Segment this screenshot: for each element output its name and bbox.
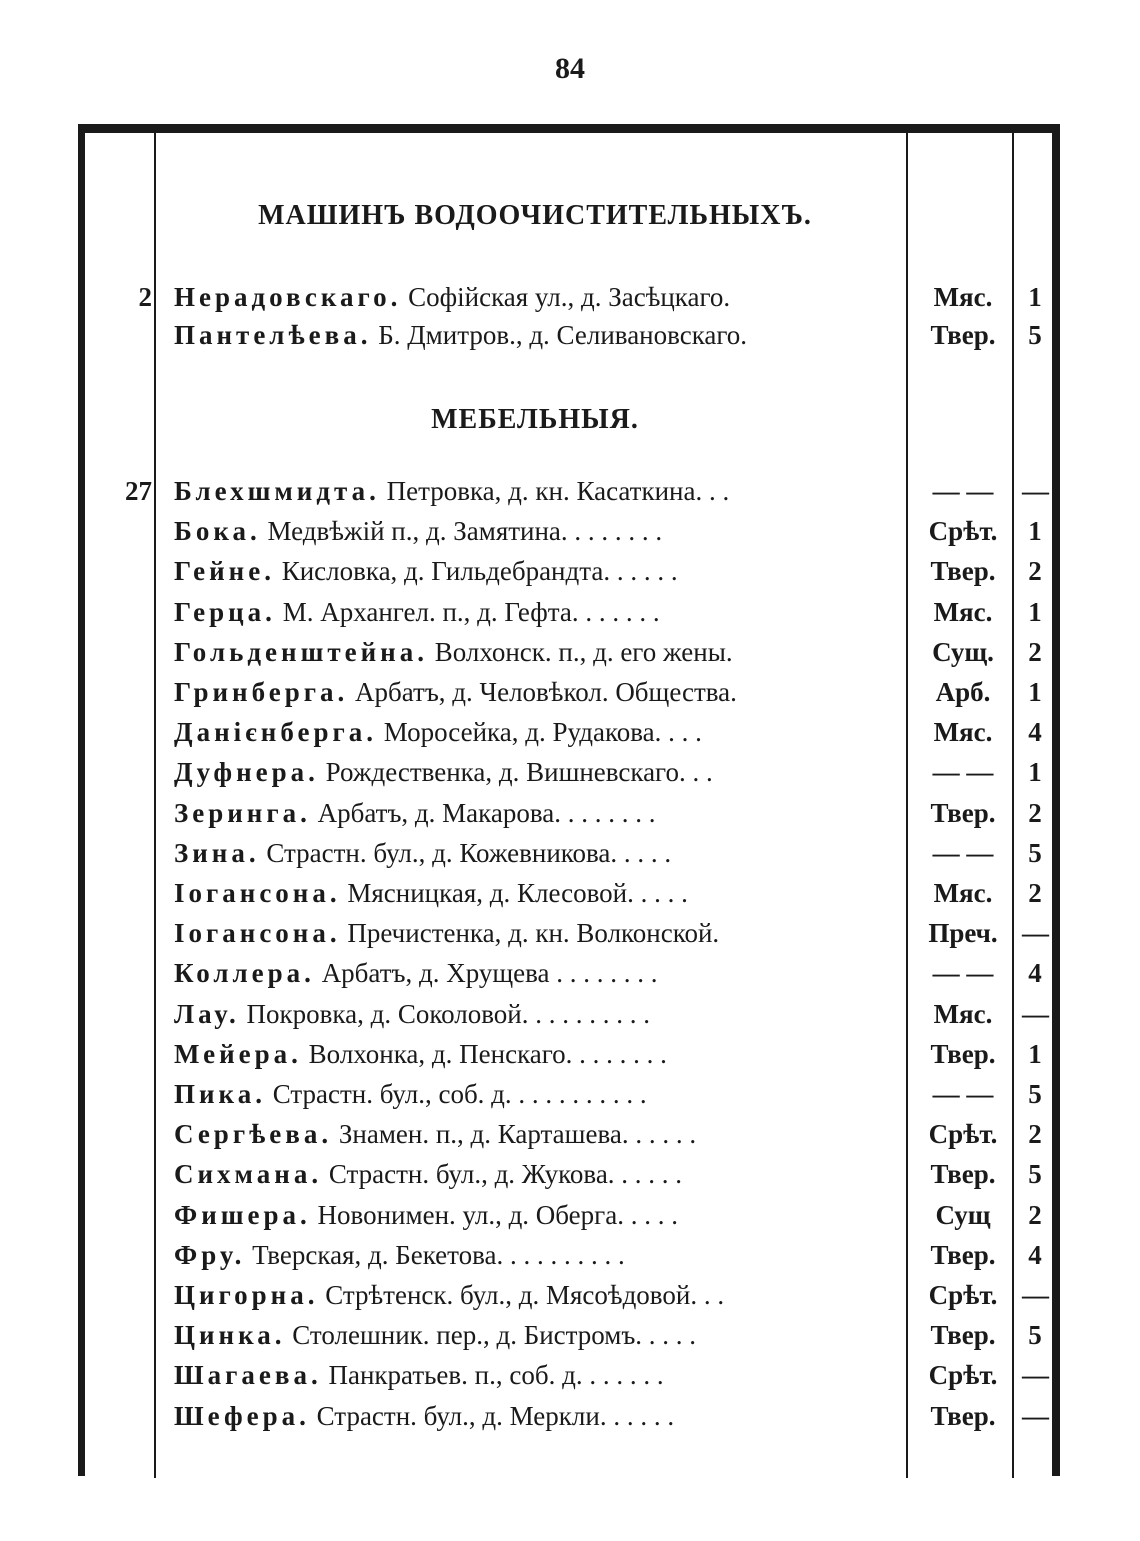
entry-text — [174, 717, 890, 748]
entry-name: Данієнберга. — [174, 717, 378, 747]
entry-address: Панкратьев. п., соб. д. . . . . . . — [328, 1360, 664, 1390]
table-row — [80, 476, 1050, 516]
entry-address: Страстн. бул., соб. д. . . . . . . . . . . — [272, 1079, 647, 1109]
table-row — [80, 677, 1050, 717]
entry-name: Іогансона. — [174, 918, 341, 948]
entry-quarter: 5 — [1028, 838, 1042, 868]
entry-name: Лау. — [174, 999, 240, 1029]
table-row — [80, 1240, 1050, 1280]
entry-district: Сущ — [935, 1200, 991, 1230]
table-row — [80, 597, 1050, 637]
entry-quarter: 5 — [1028, 1320, 1042, 1350]
entry-district: — — — [932, 476, 994, 506]
table-row — [80, 516, 1050, 556]
entry-name: Мейера. — [174, 1039, 302, 1069]
entry-quarter: 1 — [1028, 516, 1042, 546]
entry-district: Твер. — [930, 1320, 996, 1350]
entry-name: Цигорна. — [174, 1280, 319, 1310]
table-row — [80, 918, 1050, 958]
entry-address: Знамен. п., д. Карташева. . . . . . — [338, 1119, 697, 1149]
entry-quarter: 1 — [1028, 677, 1042, 707]
entry-district: Сущ. — [932, 637, 994, 667]
entry-address: Волхонка, д. Пенскаго. . . . . . . . — [308, 1039, 667, 1069]
entry-name: Зеринга. — [174, 798, 311, 828]
entry-address: Кисловка, д. Гильдебрандта. . . . . . — [281, 556, 678, 586]
entry-name: Нерадовскаго. — [174, 282, 402, 312]
entry-district: Срѣт. — [928, 1280, 998, 1310]
entry-district: Мяс. — [933, 999, 993, 1029]
entry-text — [174, 677, 890, 708]
entry-name: Бока. — [174, 516, 261, 546]
table-row — [80, 556, 1050, 596]
entry-name: Сихмана. — [174, 1159, 323, 1189]
entry-name: Коллера. — [174, 958, 315, 988]
entry-quarter: 1 — [1028, 757, 1042, 787]
entry-district: Твер. — [930, 1240, 996, 1270]
entry-name: Гринберга. — [174, 677, 349, 707]
page-number: 84 — [555, 52, 585, 85]
entry-text — [174, 282, 890, 313]
entry-quarter: 5 — [1028, 1159, 1042, 1189]
entry-quarter: 5 — [1028, 320, 1042, 350]
entry-quarter: 2 — [1028, 798, 1042, 828]
entry-text — [174, 757, 890, 788]
entry-district: Твер. — [930, 1039, 996, 1069]
table-row — [80, 1039, 1050, 1079]
entry-address: Пречистенка, д. кн. Волконской. — [347, 918, 720, 948]
entry-address: Мясницкая, д. Клесовой. . . . . — [347, 878, 688, 908]
table-row — [80, 1079, 1050, 1119]
entry-quarter: 5 — [1028, 1079, 1042, 1109]
entry-address: Софійская ул., д. Засѣцкаго. — [408, 282, 731, 312]
entry-quarter: 1 — [1028, 282, 1042, 312]
entry-address: М. Архангел. п., д. Гефта. . . . . . . — [282, 597, 660, 627]
entry-address: Страстн. бул., д. Меркли. . . . . . — [316, 1401, 675, 1431]
entry-quarter: — — [1022, 1401, 1049, 1431]
entry-name: Гейне. — [174, 556, 275, 586]
table-row — [80, 320, 1050, 360]
table-row — [80, 838, 1050, 878]
entry-name: Дуфнера. — [174, 757, 319, 787]
entry-district: — — — [932, 958, 994, 988]
table-right-rule — [1052, 124, 1060, 1476]
entry-district: Срѣт. — [928, 1360, 998, 1390]
entry-district: Арб. — [935, 677, 991, 707]
entry-name: Герца. — [174, 597, 276, 627]
entry-district: Твер. — [930, 556, 996, 586]
entry-quarter: 1 — [1028, 597, 1042, 627]
entry-name: Фишера. — [174, 1200, 311, 1230]
table-row — [80, 1320, 1050, 1360]
entry-text — [174, 1039, 890, 1070]
table-top-rule — [78, 124, 1060, 133]
section-count: 2 — [138, 282, 152, 312]
entry-district: Мяс. — [933, 878, 993, 908]
entry-quarter: 2 — [1028, 1119, 1042, 1149]
entry-address: Тверская, д. Бекетова. . . . . . . . . . — [252, 1240, 625, 1270]
entry-quarter: — — [1022, 476, 1049, 506]
table-row — [80, 1401, 1050, 1441]
table-row — [80, 1200, 1050, 1240]
entry-address: Арбатъ, д. Макарова. . . . . . . . — [317, 798, 656, 828]
entry-quarter: 4 — [1028, 1240, 1042, 1270]
entry-quarter: 2 — [1028, 878, 1042, 908]
table-row — [80, 717, 1050, 757]
entry-text — [174, 597, 890, 628]
entry-quarter: — — [1022, 999, 1049, 1029]
entry-district: Срѣт. — [928, 1119, 998, 1149]
entry-district: Срѣт. — [928, 516, 998, 546]
entry-district: Мяс. — [933, 282, 993, 312]
entry-name: Пика. — [174, 1079, 266, 1109]
table-row — [80, 757, 1050, 797]
entry-name: Пантелѣева. — [174, 320, 372, 350]
entry-address: Стрѣтенск. бул., д. Мясоѣдовой. . . — [325, 1280, 725, 1310]
entry-address: Медвѣжій п., д. Замятина. . . . . . . . — [267, 516, 663, 546]
entry-address: Петровка, д. кн. Касаткина. . . — [386, 476, 730, 506]
entry-address: Страстн. бул., д. Жукова. . . . . . — [328, 1159, 683, 1189]
table-row — [80, 798, 1050, 838]
entry-text — [174, 1280, 890, 1311]
entry-text — [174, 320, 890, 351]
entry-address: Страстн. бул., д. Кожевникова. . . . . — [266, 838, 672, 868]
entry-district: — — — [932, 1079, 994, 1109]
entry-district: Преч. — [928, 918, 998, 948]
entry-district: Мяс. — [933, 597, 993, 627]
section-heading: МЕБЕЛЬНЫЯ. — [431, 404, 639, 435]
entry-address: Арбатъ, д. Человѣкол. Общества. — [355, 677, 737, 707]
entry-name: Гольденштейна. — [174, 637, 428, 667]
section-heading: МАШИНЪ ВОДООЧИСТИТЕЛЬНЫХЪ. — [258, 200, 812, 231]
entry-district: — — — [932, 757, 994, 787]
entry-text — [174, 918, 890, 949]
entry-quarter: 2 — [1028, 1200, 1042, 1230]
entry-text — [174, 1119, 890, 1150]
table-row — [80, 282, 1050, 322]
section-count: 27 — [125, 476, 152, 506]
entry-address: Б. Дмитров., д. Селивановскаго. — [378, 320, 748, 350]
table-row — [80, 1159, 1050, 1199]
entry-quarter: 2 — [1028, 556, 1042, 586]
entry-text — [174, 516, 890, 547]
table-row — [80, 878, 1050, 918]
entry-text — [174, 637, 890, 668]
entry-address: Покровка, д. Соколовой. . . . . . . . . . — [246, 999, 650, 1029]
entry-address: Волхонск. п., д. его жены. — [434, 637, 733, 667]
entry-district: Твер. — [930, 1401, 996, 1431]
entry-district: Твер. — [930, 798, 996, 828]
entry-text — [174, 798, 890, 829]
entry-name: Шагаева. — [174, 1360, 322, 1390]
entry-name: Іогансона. — [174, 878, 341, 908]
entry-text — [174, 1401, 890, 1432]
entry-name: Блехшмидта. — [174, 476, 380, 506]
entry-text — [174, 838, 890, 869]
entry-text — [174, 878, 890, 909]
entry-address: Новонимен. ул., д. Оберга. . . . . — [317, 1200, 678, 1230]
entry-text — [174, 1360, 890, 1391]
table-row — [80, 1360, 1050, 1400]
entry-text — [174, 1320, 890, 1351]
table-row — [80, 637, 1050, 677]
entry-name: Зина. — [174, 838, 260, 868]
entry-district: — — — [932, 838, 994, 868]
entry-district: Твер. — [930, 320, 996, 350]
entry-quarter: 4 — [1028, 717, 1042, 747]
table-row — [80, 999, 1050, 1039]
entry-name: Шефера. — [174, 1401, 310, 1431]
entry-name: Сергѣева. — [174, 1119, 333, 1149]
entry-address: Столешник. пер., д. Бистромъ. . . . . — [292, 1320, 697, 1350]
table-row — [80, 958, 1050, 998]
entry-text — [174, 1159, 890, 1190]
entry-quarter: 2 — [1028, 637, 1042, 667]
entry-quarter: — — [1022, 1360, 1049, 1390]
entry-quarter: 1 — [1028, 1039, 1042, 1069]
table-row — [80, 1119, 1050, 1159]
entry-address: Арбатъ, д. Хрущева . . . . . . . . — [321, 958, 658, 988]
entry-name: Цинка. — [174, 1320, 286, 1350]
entry-text — [174, 1079, 890, 1110]
entry-text — [174, 1200, 890, 1231]
entry-quarter: 4 — [1028, 958, 1042, 988]
entry-name: Фру. — [174, 1240, 246, 1270]
entry-text — [174, 1240, 890, 1271]
entry-address: Моросейка, д. Рудакова. . . . — [383, 717, 702, 747]
entry-quarter: — — [1022, 1280, 1049, 1310]
table-row — [80, 1280, 1050, 1320]
entry-text — [174, 476, 890, 507]
entry-district: Твер. — [930, 1159, 996, 1189]
entry-district: Мяс. — [933, 717, 993, 747]
entry-text — [174, 999, 890, 1030]
entry-text — [174, 958, 890, 989]
entry-quarter: — — [1022, 918, 1049, 948]
entry-text — [174, 556, 890, 587]
entry-address: Рождественка, д. Вишневскаго. . . — [325, 757, 713, 787]
